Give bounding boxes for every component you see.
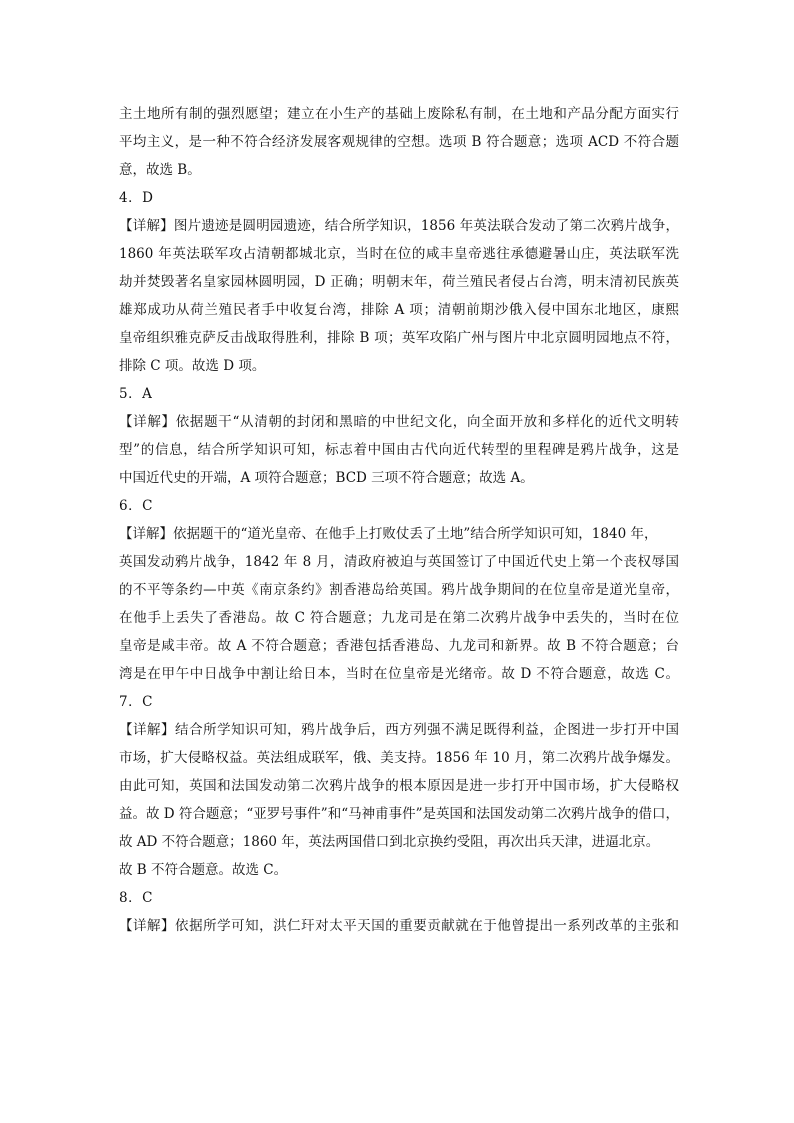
text-line: 型”的信息，结合所学知识可知，标志着中国由古代向近代转型的里程碑是鸦片战争，这是: [119, 442, 679, 458]
text-line: 【详解】依据题干的“道光皇帝、在他手上打败仗丢了土地”结合所学知识可知，1840 年，: [119, 526, 658, 542]
text-line: 【详解】图片遗迹是圆明园遗迹，结合所学知识，1856 年英法联合发动了第二次鸦片战争，: [119, 218, 679, 234]
text-line: 【详解】结合所学知识可知，鸦片战争后，西方列强不满足既得利益，企图进一步打开中国: [119, 722, 679, 738]
text-line: 在他手上丢失了香港岛。故 C 符合题意；九龙司是在第二次鸦片战争中丢失的，当时在位: [119, 610, 679, 626]
text-line: 主土地所有制的强烈愿望；建立在小生产的基础上废除私有制，在土地和产品分配方面实行: [119, 106, 679, 122]
text-line: 市场，扩大侵略权益。英法组成联军，俄、美支持。1856 年 10 月，第二次鸦片战争爆发。: [119, 750, 679, 766]
explanation-q6: [119, 520, 679, 688]
explanation-q4: [119, 212, 679, 380]
answer-label-q7: 7．C: [119, 694, 153, 710]
explanation-q8: [119, 912, 679, 940]
text-line: 的不平等条约—中英《南京条约》割香港岛给英国。鸦片战争期间的在位皇帝是道光皇帝，: [119, 582, 679, 598]
answer-label-q6: 6．C: [119, 498, 153, 514]
answer-label-q5: 5．A: [119, 386, 153, 402]
text-line: 中国近代史的开端，A 项符合题意；BCD 三项不符合题意；故选 A。: [119, 470, 534, 486]
answer-explanations: [119, 100, 679, 940]
text-line: 皇帝是咸丰帝。故 A 不符合题意；香港包括香港岛、九龙司和新界。故 B 不符合题意；台: [119, 638, 679, 654]
explanation-q3-continued: [119, 100, 679, 184]
answer-label-q8: 8．C: [119, 890, 153, 906]
explanation-q5: [119, 408, 679, 492]
answer-label-q4: 4．D: [119, 190, 154, 206]
text-line: 故 B 不符合题意。故选 C。: [119, 862, 288, 878]
text-line: 湾是在甲午中日战争中割让给日本，当时在位皇帝是光绪帝。故 D 不符合题意，故选 C。: [119, 666, 679, 682]
text-line: 由此可知，英国和法国发动第二次鸦片战争的根本原因是进一步打开中国市场，扩大侵略权: [119, 778, 679, 794]
text-line: 排除 C 项。故选 D 项。: [119, 358, 266, 374]
text-line: 【详解】依据题干“从清朝的封闭和黑暗的中世纪文化，向全面开放和多样化的近代文明转: [119, 414, 679, 430]
text-line: 【详解】依据所学可知，洪仁玕对太平天国的重要贡献就在于他曾提出一系列改革的主张和: [119, 918, 679, 934]
text-line: 益。故 D 符合题意；“亚罗号事件”和“马神甫事件”是英国和法国发动第二次鸦片战争的借口，: [119, 806, 679, 822]
text-line: 故 AD 不符合题意；1860 年，英法两国借口到北京换约受阻，再次出兵天津，进逼北京。: [119, 834, 660, 850]
text-line: 雄郑成功从荷兰殖民者手中收复台湾，排除 A 项；清朝前期沙俄入侵中国东北地区，康熙: [119, 302, 679, 318]
text-line: 皇帝组织雅克萨反击战取得胜利，排除 B 项；英军攻陷广州与图片中北京圆明园地点不符，: [119, 330, 679, 346]
text-line: 劫并焚毁著名皇家园林圆明园，D 正确；明朝末年，荷兰殖民者侵占台湾，明末清初民族英: [119, 274, 679, 290]
text-line: 1860 年英法联军攻占清朝都城北京，当时在位的咸丰皇帝逃往承德避暑山庄，英法联军洗: [119, 246, 679, 262]
explanation-q7: [119, 716, 679, 884]
text-line: 平均主义，是一种不符合经济发展客观规律的空想。选项 B 符合题意；选项 ACD 不符合题: [119, 134, 679, 150]
text-line: 英国发动鸦片战争，1842 年 8 月，清政府被迫与英国签订了中国近代史上第一个丧权辱国: [119, 554, 679, 570]
text-line: 意，故选 B。: [119, 162, 201, 178]
